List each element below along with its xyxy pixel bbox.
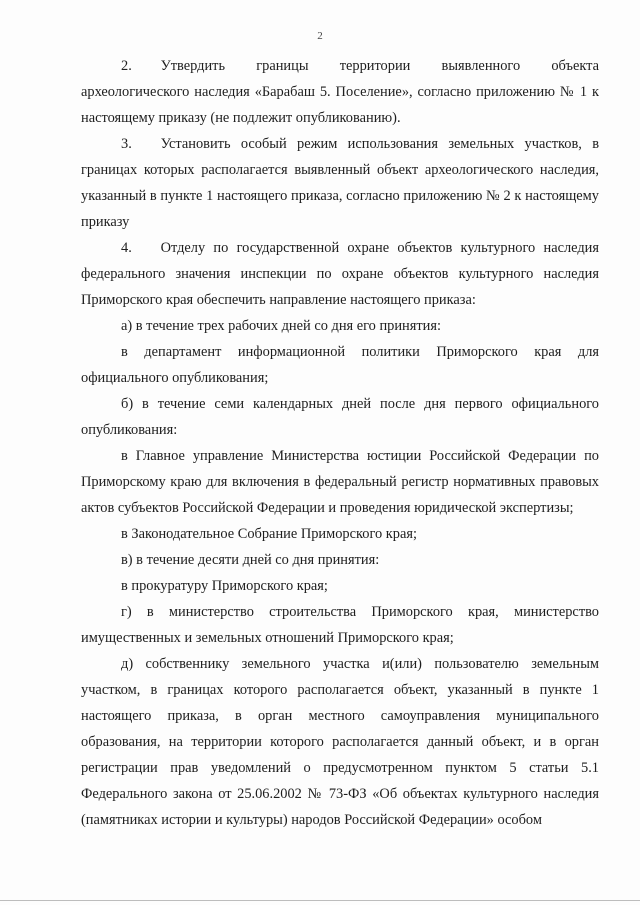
paragraph-subitem-g: г) в министерство строительства Приморского края, министерство имущественных и земельных отношений Приморского края; <box>81 604 599 646</box>
paragraph-recipient-info-policy: в департамент информационной политики Приморского края для официального опубликования; <box>81 344 599 386</box>
paragraph-item-3: 3. Установить особый режим использования земельных участков, в границах которых располагается выявленный объект археологического наследия, указанный в пункте 1 настоящего приказа, согласно приложению № 2 к настоящему приказу <box>81 136 599 230</box>
paragraph-recipient-assembly: в Законодательное Собрание Приморского края; <box>121 526 417 542</box>
paragraph-subitem-v: в) в течение десяти дней со дня принятия: <box>121 552 380 568</box>
paragraph-subitem-d: д) собственнику земельного участка и(или) пользователю земельным участком, в границах которого располагается объект, указанный в пункте 1 настоящего приказа, в орган местного самоуправления муниципального образования, на территории которого располагается данный объект, и в орган регистрации прав уведомлений о предусмотренном пунктом 5 статьи 5.1 Федерального закона от 25.06.2002 № 73-ФЗ «Об объектах культурного наследия (памятниках истории и культуры) народов Российской Федерации» особом <box>81 656 599 828</box>
paragraph-recipient-prosecutor: в прокуратуру Приморского края; <box>121 578 328 594</box>
page-bottom-edge <box>0 900 640 901</box>
document-body <box>81 53 599 833</box>
paragraph-subitem-b: б) в течение семи календарных дней после дня первого официального опубликования: <box>81 396 599 438</box>
paragraph-subitem-a: а) в течение трех рабочих дней со дня его принятия: <box>121 318 441 334</box>
page-number: 2 <box>317 30 323 42</box>
paragraph-item-2: 2. Утвердить границы территории выявленного объекта археологического наследия «Барабаш 5. Поселение», согласно приложению № 1 к настоящему приказу (не подлежит опубликованию). <box>81 58 599 126</box>
paragraph-item-4: 4. Отделу по государственной охране объектов культурного наследия федерального значения инспекции по охране объектов культурного наследия Приморского края обеспечить направление настоящего приказа: <box>81 240 599 308</box>
paragraph-recipient-justice: в Главное управление Министерства юстиции Российской Федерации по Приморскому краю для включения в федеральный регистр нормативных правовых актов субъектов Российской Федерации и проведения юридической экспертизы; <box>81 448 599 516</box>
